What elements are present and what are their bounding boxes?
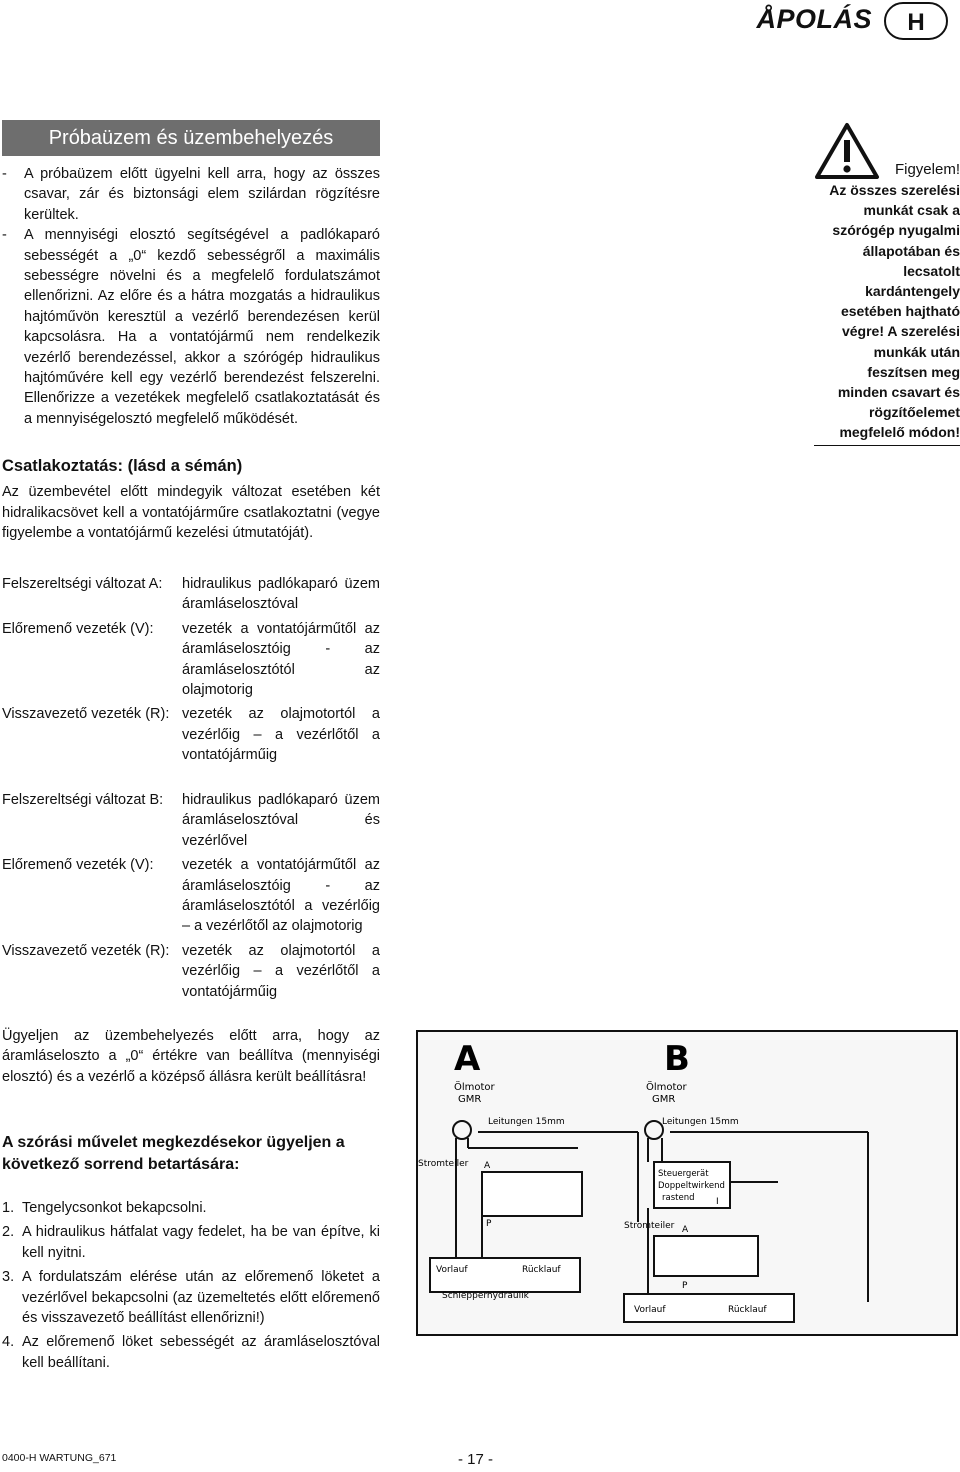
variant-b-label: Felszereltségi változat B:	[2, 792, 164, 808]
list-dash: -	[2, 227, 7, 244]
warning-header	[814, 122, 960, 180]
variant-a-label: Felszereltségi változat A:	[2, 576, 163, 592]
diagram-b-divider: Stromteiler	[624, 1221, 675, 1231]
return-value: vezeték az olajmotortól a vezérlőig – a vezérlőtől a vontatójárműig	[182, 706, 380, 764]
list-item	[2, 164, 380, 225]
variant-a-block	[2, 574, 380, 766]
list-item	[2, 1332, 380, 1373]
variant-b-block	[2, 790, 380, 1002]
hydraulic-schematic	[418, 1032, 956, 1334]
diagram-a-gmr: GMR	[458, 1094, 482, 1105]
forward-label: Előremenő vezeték (V):	[2, 857, 154, 874]
forward-label: Előremenő vezeték (V):	[2, 620, 154, 637]
diagram-b-valve-3: rastend	[662, 1193, 695, 1203]
language-badge: H	[884, 2, 948, 40]
diagram-b-pipes: Leitungen 15mm	[662, 1117, 739, 1127]
step-text: A fordulatszám elérése után az előremenő löketet a vezérlővel bekapcsolni (az üzemeltetés előtt előremenő és visszavezető beállítást ellenőrizni!)	[22, 1269, 380, 1327]
list-item-text: A mennyiségi elosztó segítségével a padlókaparó sebességét a „0“ kezdő sebességről a maximális sebességre növelni és a megfelelő fordulatszámot ellenőrizni. Az előre és a hátra mozgatás a hidraulikus hajtóművön keresztül a vezérlő berendezésen kerül kapcsolásra. Ha a vontatójármű nem rendelkezik vezérlő berendezéssel, akkor a szórógép hidraulikus hajtóművére kell egy vezérlő berendezést felszerelni. Ellenőrizze a vezetékek megfelelő csatlakoztatását és a mennyiségelosztó megfelelő működését.	[24, 227, 380, 427]
intro-list	[2, 164, 380, 429]
warning-box	[814, 122, 960, 446]
step-text: Tengelycsonkot bekapcsolni.	[22, 1200, 207, 1216]
diagram-a-motor: Ölmotor	[454, 1082, 495, 1093]
forward-value: vezeték a vontatójárműtől az áramláselosztóig - az áramláselosztótól a vezérlőig – a vezérlőtől az olajmotorig	[182, 857, 380, 935]
variant-a-forward-row	[2, 619, 380, 701]
diagram-a-port-p: P	[486, 1219, 492, 1229]
list-item-text: A próbaüzem előtt ügyelni kell arra, hogy az összes csavar, zár és biztonsági elem szilárdan rögzítésre kerültek.	[24, 166, 380, 223]
diagram-b-valve-2: Doppeltwirkend	[658, 1181, 725, 1191]
variant-a-row	[2, 574, 380, 615]
hydraulic-diagram	[416, 1030, 958, 1336]
diagram-b-motor-shape	[645, 1121, 663, 1139]
return-value: vezeték az olajmotortól a vezérlőig – a vezérlőtől a vontatójárműig	[182, 942, 380, 1000]
diagram-b-port-p: P	[682, 1281, 688, 1291]
return-label: Visszavezető vezeték (R):	[2, 706, 170, 723]
diagram-a-divider: Stromteiler	[418, 1159, 469, 1169]
list-item	[2, 1198, 380, 1218]
variant-a-value: hidraulikus padlókaparó üzem áramláselosztóval	[182, 576, 380, 613]
forward-value: vezeték a vontatójárműtől az áramláselosztóig - az áramláselosztótól az olajmotorig	[182, 620, 380, 699]
sequence-title: A szórási művelet megkezdésekor ügyeljen a következő sorrend betartására:	[2, 1134, 345, 1173]
diagram-b-divider-box	[654, 1236, 758, 1276]
diagram-label-a: A	[454, 1039, 481, 1079]
diagram-b-port-i: I	[716, 1197, 719, 1207]
diagram-b-gmr: GMR	[652, 1094, 676, 1105]
page-header-title: ÅPOLÁS	[756, 4, 872, 34]
step-number: 4.	[2, 1334, 15, 1351]
diagram-b-port-a: A	[682, 1225, 689, 1235]
document-code: 0400-H WARTUNG_671	[2, 1452, 117, 1464]
diagram-a-tractor-box	[430, 1258, 580, 1292]
step-number: 1.	[2, 1200, 15, 1216]
variant-b-row	[2, 790, 380, 851]
step-number: 2.	[2, 1224, 15, 1241]
step-text: A hidraulikus hátfalat vagy fedelet, ha be van építve, ki kell nyitni.	[22, 1224, 380, 1261]
diagram-a-motor-shape	[453, 1121, 471, 1139]
diagram-b-forward: Vorlauf	[634, 1305, 666, 1315]
list-item	[2, 1267, 380, 1328]
diagram-b-motor: Ölmotor	[646, 1082, 687, 1093]
variant-b-value: hidraulikus padlókaparó üzem áramláselosztóval és vezérlővel	[182, 792, 380, 849]
variant-a-return-row	[2, 704, 380, 765]
list-dash: -	[2, 166, 7, 182]
warning-text: Az összes szerelési munkát csak a szórógép nyugalmi állapotában és lecsatolt kardántengely esetében hajtható végre! A szerelési munkák után feszítsen meg minden csavart és rögzítőelemet megfelelő módon!	[814, 180, 960, 446]
connection-text: Az üzembevétel előtt mindegyik változat esetében két hidralikacsövet kell a vontatójárműre csatlakoztatni (vegye figyelembe a vontatójármű kezelési útmutatóját).	[2, 484, 380, 542]
diagram-a-divider-box	[482, 1172, 582, 1216]
page-number: - 17 -	[458, 1451, 494, 1468]
warning-label: Figyelem!	[894, 160, 960, 178]
warning-triangle-icon	[814, 122, 880, 180]
diagram-label-b: B	[664, 1039, 690, 1079]
step-text: Az előremenő löket sebességét az áramláselosztóval kell beállítani.	[22, 1334, 380, 1371]
note-paragraph: Ügyeljen az üzembehelyezés előtt arra, hogy az áramláseloszto a „0“ értékre van beállítva (mennyiségi elosztó) és a vezérlő a középső állásra került beállításra!	[2, 1028, 380, 1085]
list-item	[2, 225, 380, 429]
diagram-a-forward: Vorlauf	[436, 1265, 468, 1275]
diagram-a-tractor: Schlepperhydraulik	[442, 1291, 529, 1301]
connection-heading: Csatlakoztatás: (lásd a sémán)	[2, 457, 243, 475]
return-label: Visszavezető vezeték (R):	[2, 942, 170, 959]
diagram-a-pipes: Leitungen 15mm	[488, 1117, 565, 1127]
diagram-a-port-a: A	[484, 1161, 491, 1171]
variant-b-return-row	[2, 941, 380, 1002]
connection-block	[2, 456, 380, 544]
sequence-steps	[2, 1198, 380, 1377]
diagram-b-return: Rücklauf	[728, 1305, 767, 1315]
diagram-b-valve-1: Steuergerät	[658, 1169, 709, 1179]
sequence-heading	[2, 1132, 380, 1176]
diagram-a-return: Rücklauf	[522, 1265, 561, 1275]
list-item	[2, 1222, 380, 1263]
section-title: Próbaüzem és üzembehelyezés	[2, 120, 380, 156]
variant-b-forward-row	[2, 855, 380, 937]
step-number: 3.	[2, 1269, 15, 1286]
